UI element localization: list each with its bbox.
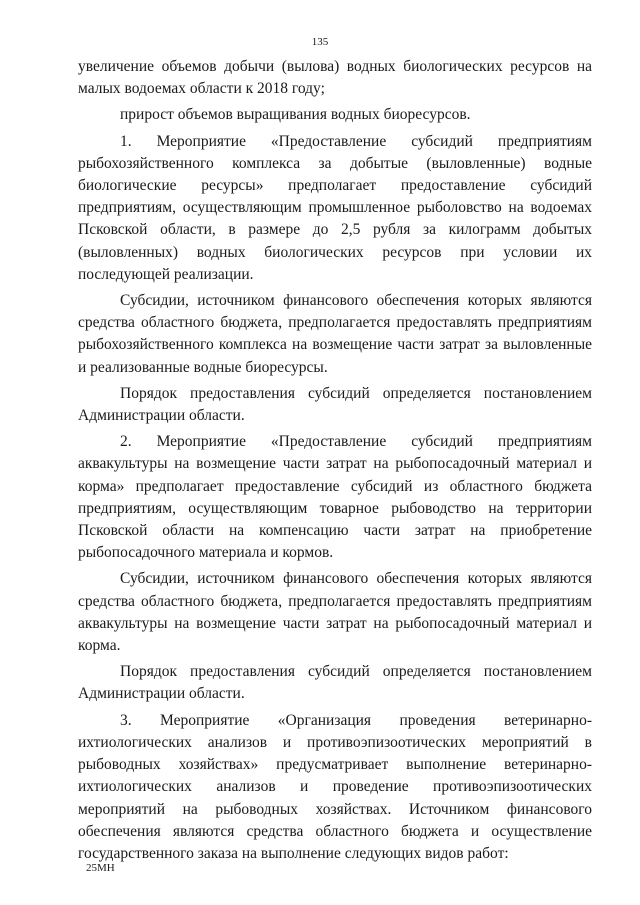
paragraph: Субсидии, источником финансового обеспечения которых являются средства областного бюджета, предполагается предоставлять предприятиям рыбохозяйственного комплекса на возмещение части затрат за выловленные и реализованные водные биоресурсы. (78, 292, 592, 376)
paragraph: Порядок предоставления субсидий определяется постановлением Администрации области. (78, 663, 592, 703)
paragraph: увеличение объемов добычи (вылова) водных биологических ресурсов на малых водоемах области к 2018 году; (78, 58, 592, 98)
page-number: 135 (311, 36, 329, 48)
paragraph: Порядок предоставления субсидий определяется постановлением Администрации области. (78, 384, 592, 425)
paragraph: Субсидии, источником финансового обеспечения которых являются средства областного бюджета, предполагается предоставлять предприятиям аквакультуры на возмещение части затрат на рыбопосадочный материал и корма. (78, 570, 592, 655)
paragraph: 3. Мероприятие «Организация проведения ветеринарно-ихтиологических анализов и противоэпизоотических мероприятий в рыбоводных хозяйствах» предусматривает выполнение ветеринарно-ихтиологических анализов и проведение противоэпизоотических мероприятий на рыбоводных хозяйствах. Источником финансового обеспечения являются средства областного бюджета и осуществление государственного заказа на выполнение следующих видов работ: (78, 711, 592, 862)
document-code: 25МН (86, 862, 115, 874)
paragraph: прирост объемов выращивания водных биоресурсов. (120, 106, 471, 124)
paragraph: 1. Мероприятие «Предоставление субсидий предприятиям рыбохозяйственного комплекса за добытые (выловленные) водные биологические ресурсы» предполагает предоставление субсидий предприятиям, осуществляющим промышленное рыболовство на водоемах Псковской области, в размере до 2,5 рубля за килограмм добытых (выловленных) водных биологических ресурсов при условии их последующей реализации. (78, 132, 592, 283)
paragraph: 2. Мероприятие «Предоставление субсидий предприятиям аквакультуры на возмещение части затрат на рыбопосадочный материал и корма» предполагает предоставление субсидий из областного бюджета предприятиям, осуществляющим товарное рыбоводство на территории Псковской области на компенсацию части затрат на приобретение рыбопосадочного материала и кормов. (78, 433, 592, 562)
document-body (78, 56, 592, 865)
